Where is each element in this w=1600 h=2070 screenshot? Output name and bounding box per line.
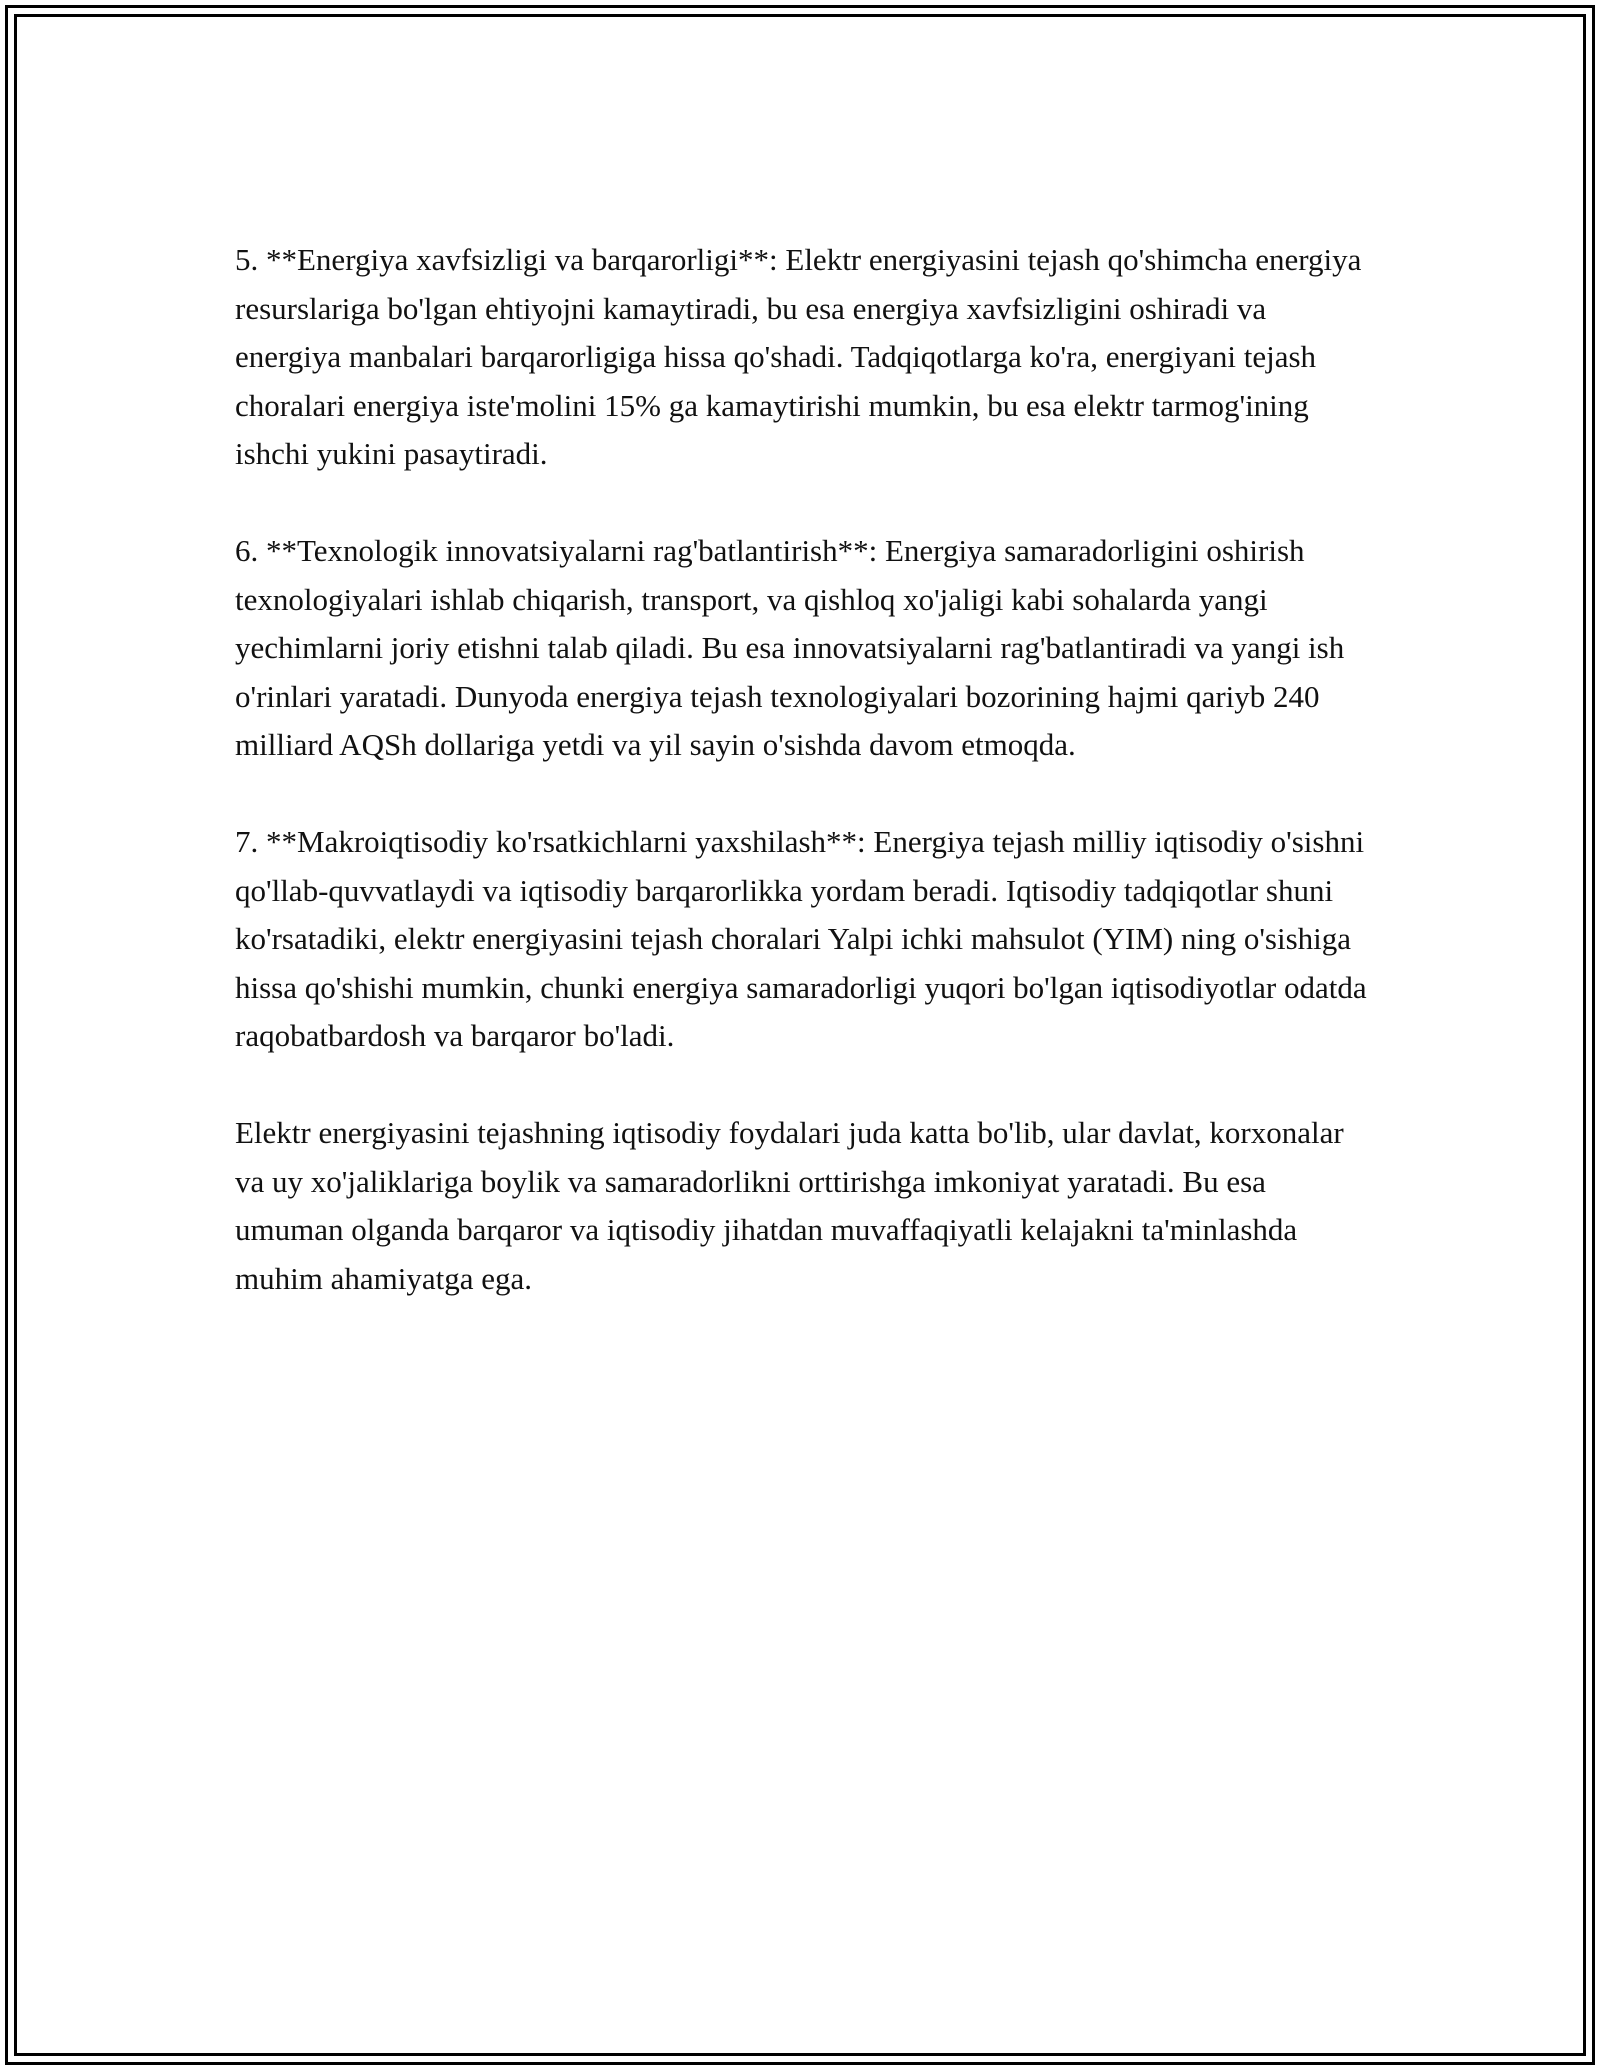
paragraph-conclusion: Elektr energiyasini tejashning iqtisodiy foydalari juda katta bo'lib, ular davlat, korxonalar va uy xo'jaliklariga boylik va samaradorlikni orttirishga imkoniyat yaratadi. Bu esa umuman olganda barqaror va iqtisodiy jihatdan muvaffaqiyatli kelajakni ta'minlashda muhim ahamiyatga ega.	[235, 1115, 1344, 1296]
document-body	[235, 236, 1375, 1352]
paragraph-energy-security: 5. **Energiya xavfsizligi va barqarorligi**: Elektr energiyasini tejash qo'shimcha energiya resurslariga bo'lgan ehtiyojni kamaytiradi, bu esa energiya xavfsizligini oshiradi va energiya manbalari barqarorligiga hissa qo'shadi. Tadqiqotlarga ko'ra, energiyani tejash choralari energiya iste'molini 15% ga kamaytirishi mumkin, bu esa elektr tarmog'ining ishchi yukini pasaytiradi.	[235, 242, 1362, 471]
paragraph-tech-innovation: 6. **Texnologik innovatsiyalarni rag'batlantirish**: Energiya samaradorligini oshirish texnologiyalari ishlab chiqarish, transport, va qishloq xo'jaligi kabi sohalarda yangi yechimlarni joriy etishni talab qiladi. Bu esa innovatsiyalarni rag'batlantiradi va yangi ish o'rinlari yaratadi. Dunyoda energiya tejash texnologiyalari bozorining hajmi qariyb 240 milliard AQSh dollariga yetdi va yil sayin o'sishda davom etmoqda.	[235, 533, 1345, 762]
paragraph-macroeconomic: 7. **Makroiqtisodiy ko'rsatkichlarni yaxshilash**: Energiya tejash milliy iqtisodiy o'sishni qo'llab-quvvatlaydi va iqtisodiy barqarorlikka yordam beradi. Iqtisodiy tadqiqotlar shuni ko'rsatadiki, elektr energiyasini tejash choralari Yalpi ichki mahsulot (YIM) ning o'sishiga hissa qo'shishi mumkin, chunki energiya samaradorligi yuqori bo'lgan iqtisodiyotlar odatda raqobatbardosh va barqaror bo'ladi.	[235, 824, 1367, 1053]
